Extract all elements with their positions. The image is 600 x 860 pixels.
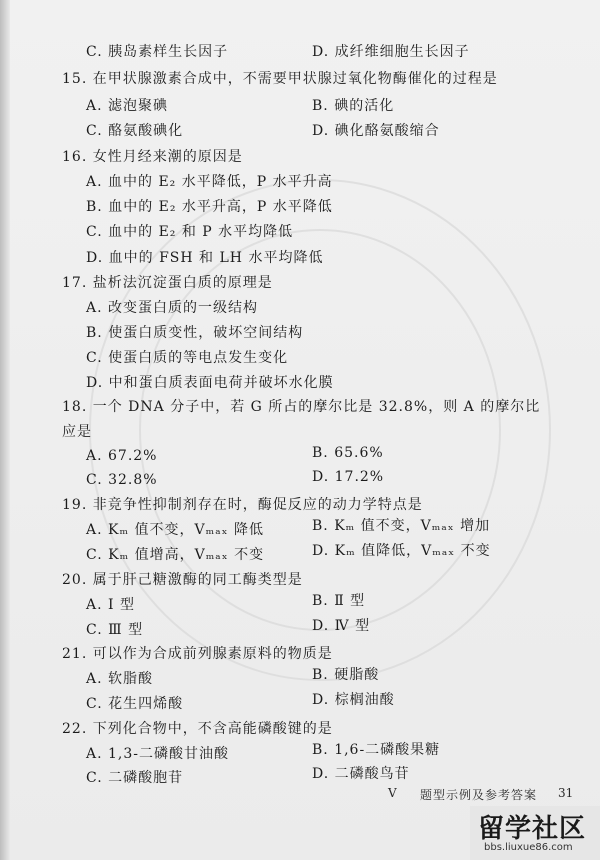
option-line: A. Kₘ 值不变，Vₘₐₓ 降低 [86, 522, 264, 538]
question-line: 17. 盐析法沉淀蛋白质的原理是 [62, 275, 273, 291]
option-line: B. 硬脂酸 [312, 667, 380, 683]
option-line: A. 1,3-二磷酸甘油酸 [86, 746, 230, 762]
option-line: D. 血中的 FSH 和 LH 水平均降低 [86, 250, 324, 266]
option-line: B. 血中的 E₂ 水平升高，P 水平降低 [86, 199, 333, 215]
page-footer [388, 786, 588, 806]
option-line: D. 棕榈油酸 [312, 692, 395, 708]
option-line: B. 65.6% [312, 445, 384, 461]
footer-title: 题型示例及参考答案 [420, 788, 538, 802]
option-line: D. 碘化酪氨酸缩合 [312, 123, 440, 139]
site-logo [470, 806, 600, 860]
option-line: A. 血中的 E₂ 水平降低，P 水平升高 [86, 174, 333, 190]
option-line: C. 二磷酸胞苷 [86, 770, 184, 786]
option-line: A. 改变蛋白质的一级结构 [86, 300, 259, 316]
question-line: 18. 一个 DNA 分子中，若 G 所占的摩尔比是 32.8%，则 A 的摩尔比 [62, 399, 541, 415]
page-number: 31 [558, 786, 574, 800]
question-line: 22. 下列化合物中，不含高能磷酸键的是 [62, 721, 333, 737]
option-line: C. 胰岛素样生长因子 [86, 44, 229, 60]
logo-url: bbs.liuxue86.com [484, 842, 573, 853]
option-line: B. 碘的活化 [312, 98, 395, 114]
logo-brand: 留学社区 [478, 814, 587, 844]
option-line: B. Kₘ 值不变，Vₘₐₓ 增加 [312, 518, 491, 534]
footer-section-numeral: V [388, 786, 397, 800]
question-line: 19. 非竞争性抑制剂存在时，酶促反应的动力学特点是 [62, 497, 423, 513]
option-line: C. Ⅲ 型 [86, 622, 144, 638]
option-line: A. 滤泡聚碘 [86, 98, 169, 114]
option-line: A. Ⅰ 型 [86, 597, 135, 613]
option-line: D. 成纤维细胞生长因子 [312, 44, 470, 60]
option-line: D. Kₘ 值降低，Vₘₐₓ 不变 [312, 543, 491, 559]
option-line: C. 使蛋白质的等电点发生变化 [86, 350, 289, 366]
option-line: D. Ⅳ 型 [312, 618, 371, 634]
question-line: 21. 可以作为合成前列腺素原料的物质是 [62, 646, 333, 662]
option-line: C. 酪氨酸碘化 [86, 123, 184, 139]
option-line: C. 血中的 E₂ 和 P 水平均降低 [86, 224, 294, 240]
option-line: B. Ⅱ 型 [312, 593, 366, 609]
question-line: 应是 [62, 424, 92, 440]
question-line: 20. 属于肝己糖激酶的同工酶类型是 [62, 572, 303, 588]
option-line: A. 67.2% [86, 448, 158, 464]
option-line: B. 1,6-二磷酸果糖 [312, 742, 441, 758]
option-line: C. 32.8% [86, 472, 158, 488]
option-line: C. Kₘ 值增高，Vₘₐₓ 不变 [86, 547, 265, 563]
option-line: B. 使蛋白质变性，破坏空间结构 [86, 325, 304, 341]
question-line: 16. 女性月经来潮的原因是 [62, 149, 243, 165]
option-line: D. 17.2% [312, 469, 385, 485]
question-line: 15. 在甲状腺激素合成中，不需要甲状腺过氧化物酶催化的过程是 [62, 71, 498, 87]
option-line: A. 软脂酸 [86, 671, 154, 687]
option-line: C. 花生四烯酸 [86, 696, 184, 712]
option-line: D. 二磷酸鸟苷 [312, 766, 410, 782]
option-line: D. 中和蛋白质表面电荷并破坏水化膜 [86, 375, 334, 391]
